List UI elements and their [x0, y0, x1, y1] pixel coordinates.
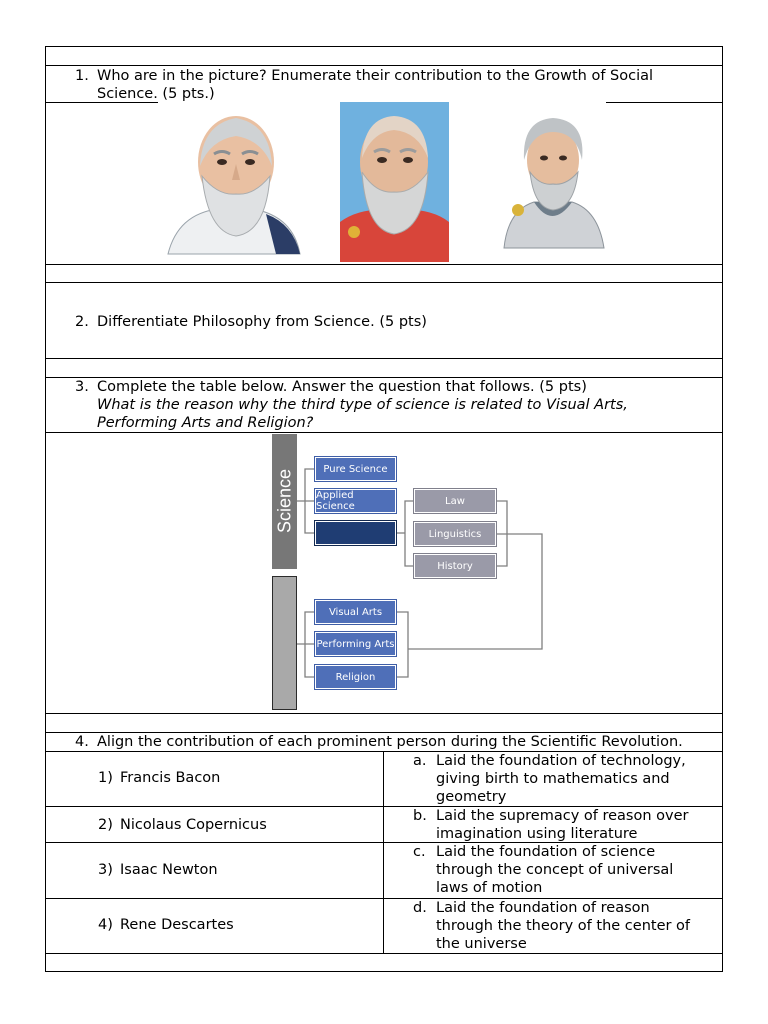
q3-number: 3.: [75, 379, 89, 395]
law-box: Law: [414, 489, 496, 513]
row1-left-number: 1): [98, 770, 113, 786]
row4-right-line3: the universe: [436, 936, 527, 952]
row2-left-number: 2): [98, 817, 113, 833]
row1-right-line1: Laid the foundation of technology,: [436, 753, 686, 769]
science-label: Science: [274, 468, 295, 534]
q2-number: 2.: [75, 314, 89, 330]
row4-left-name: Rene Descartes: [120, 917, 234, 933]
performing-arts-box: Performing Arts: [315, 632, 396, 656]
q2-text: Differentiate Philosophy from Science. (5 pts): [97, 314, 427, 330]
row2-left-name: Nicolaus Copernicus: [120, 817, 267, 833]
q1-text-line2: Science. (5 pts.): [97, 86, 215, 102]
row3-left-number: 3): [98, 862, 113, 878]
q4-number: 4.: [75, 734, 89, 750]
row2-right-line2: imagination using literature: [436, 826, 638, 842]
q1-text-line1: Who are in the picture? Enumerate their contribution to the Growth of Social: [97, 68, 654, 84]
row4-right-line1: Laid the foundation of reason: [436, 900, 650, 916]
row1-right-line3: geometry: [436, 789, 507, 805]
row1-right-letter: a.: [413, 753, 427, 769]
row3-right-line2: through the concept of universal: [436, 862, 674, 878]
history-box: History: [414, 554, 496, 578]
q3-text-line3: Performing Arts and Religion?: [97, 415, 314, 431]
row3-left-name: Isaac Newton: [120, 862, 218, 878]
linguistics-box: Linguistics: [414, 522, 496, 546]
q3-text-line1: Complete the table below. Answer the question that follows. (5 pts): [97, 379, 587, 395]
row3-right-line3: laws of motion: [436, 880, 543, 896]
row2-right-letter: b.: [413, 808, 427, 824]
row3-right-line1: Laid the foundation of science: [436, 844, 656, 860]
q4-title: Align the contribution of each prominent person during the Scientific Revolution.: [97, 734, 683, 750]
q1-number: 1.: [75, 68, 89, 84]
religion-box: Religion: [315, 665, 396, 689]
row4-right-letter: d.: [413, 900, 427, 916]
row4-left-number: 4): [98, 917, 113, 933]
row1-right-line2: giving birth to mathematics and: [436, 771, 670, 787]
q3-text-line2: What is the reason why the third type of science is related to Visual Arts,: [97, 397, 628, 413]
row4-right-line2: through the theory of the center of: [436, 918, 691, 934]
row3-right-letter: c.: [413, 844, 426, 860]
visual-arts-box: Visual Arts: [315, 600, 396, 624]
pure-science-box: Pure Science: [315, 457, 396, 481]
applied-science-box: Applied Science: [315, 489, 396, 513]
arts-category-bar: [272, 576, 297, 710]
row2-right-line1: Laid the supremacy of reason over: [436, 808, 689, 824]
blank-science-box[interactable]: [315, 521, 396, 545]
row1-left-name: Francis Bacon: [120, 770, 221, 786]
